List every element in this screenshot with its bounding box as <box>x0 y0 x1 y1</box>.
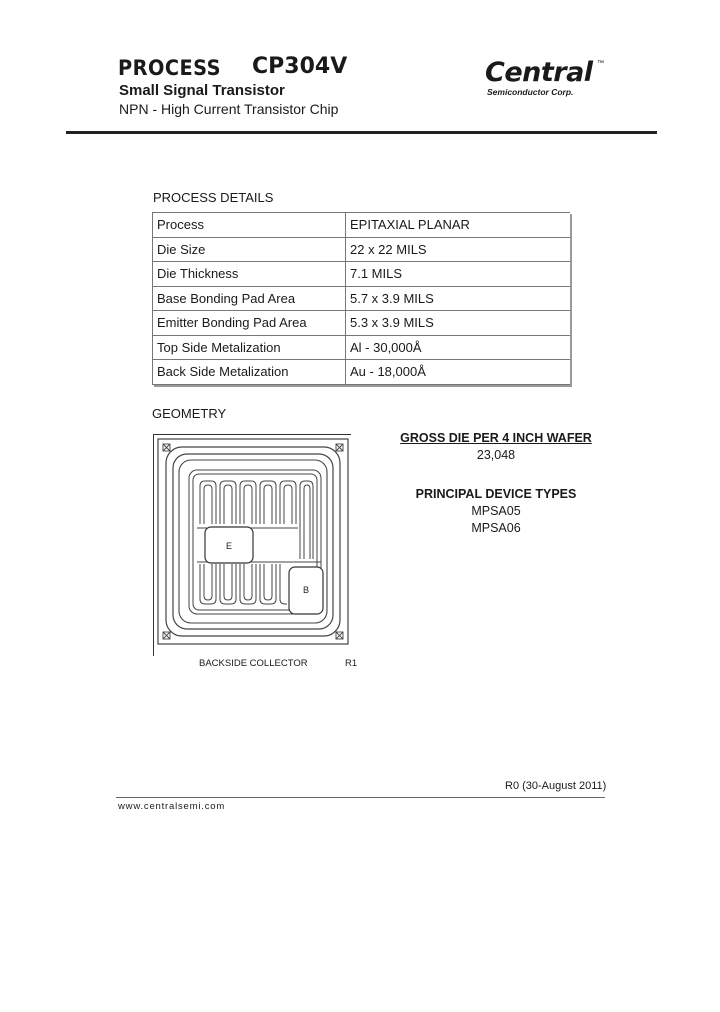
details-value: 7.1 MILS <box>346 262 571 287</box>
details-row <box>153 213 571 238</box>
geometry-heading: GEOMETRY <box>152 406 227 421</box>
gross-die-value: 23,048 <box>476 448 516 462</box>
details-label: Emitter Bonding Pad Area <box>153 311 346 336</box>
device-type-item: MPSA06 <box>471 521 521 535</box>
process-label: PROCESS <box>118 56 222 80</box>
backside-collector-label: BACKSIDE COLLECTOR <box>199 658 308 669</box>
die-geometry-diagram <box>153 434 353 656</box>
details-label: Die Size <box>153 237 346 262</box>
document-revision: R0 (30-August 2011) <box>505 780 607 792</box>
details-value: Al - 30,000Å <box>346 335 571 360</box>
details-value: 5.3 x 3.9 MILS <box>346 311 571 336</box>
details-value: 22 x 22 MILS <box>346 237 571 262</box>
details-label: Back Side Metalization <box>153 360 346 385</box>
device-type-item: MPSA05 <box>471 504 521 518</box>
details-label: Base Bonding Pad Area <box>153 286 346 311</box>
footer-divider <box>116 797 605 798</box>
details-label: Process <box>153 213 346 238</box>
geometry-revision-label: R1 <box>345 658 358 669</box>
details-value: Au - 18,000Å <box>346 360 571 385</box>
website-link[interactable]: www.centralsemi.com <box>118 801 226 812</box>
process-details-table <box>152 212 570 385</box>
details-row <box>153 262 571 287</box>
process-details-heading: PROCESS DETAILS <box>153 190 274 205</box>
details-row <box>153 311 571 336</box>
company-logo: Central <box>485 57 593 88</box>
header-divider <box>66 131 657 134</box>
gross-die-heading: GROSS DIE PER 4 INCH WAFER <box>400 431 592 445</box>
device-types-heading: PRINCIPAL DEVICE TYPES <box>415 487 577 501</box>
part-number: CP304V <box>252 54 348 79</box>
details-row <box>153 237 571 262</box>
product-subtitle: Small Signal Transistor <box>119 82 285 99</box>
details-row <box>153 286 571 311</box>
details-row <box>153 335 571 360</box>
logo-subtitle: Semiconductor Corp. <box>487 87 574 97</box>
emitter-pad-label: E <box>225 541 233 551</box>
details-value: EPITAXIAL PLANAR <box>346 213 571 238</box>
details-label: Top Side Metalization <box>153 335 346 360</box>
details-label: Die Thickness <box>153 262 346 287</box>
details-row <box>153 360 571 385</box>
base-pad-label: B <box>302 585 310 595</box>
product-description: NPN - High Current Transistor Chip <box>119 101 339 117</box>
logo-trademark: ™ <box>597 60 604 67</box>
details-value: 5.7 x 3.9 MILS <box>346 286 571 311</box>
